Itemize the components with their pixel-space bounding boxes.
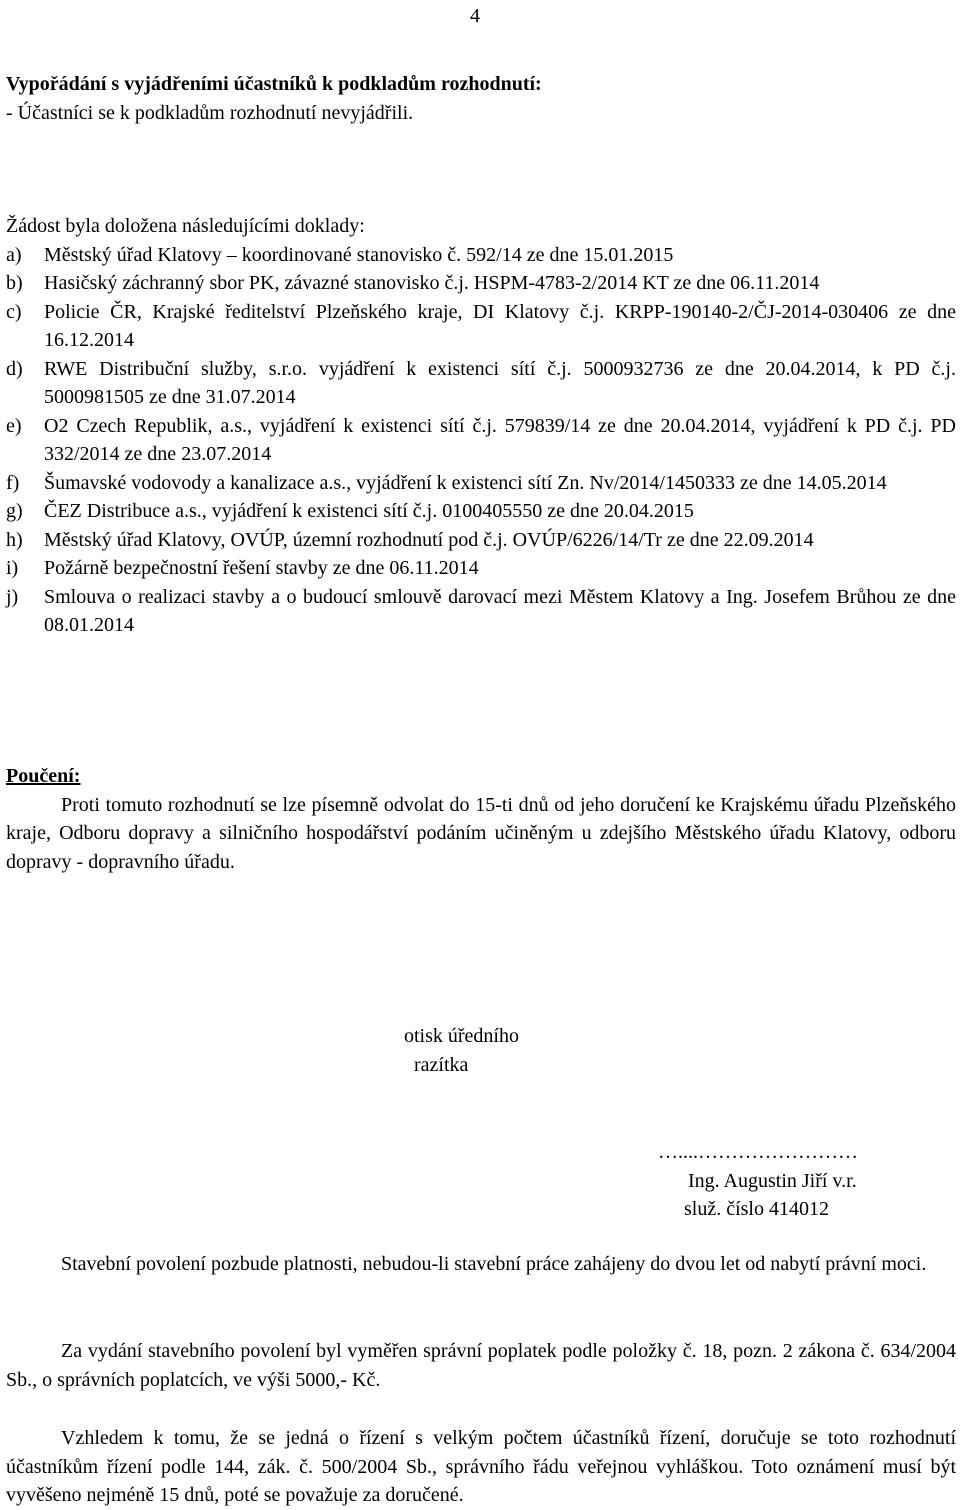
page-number: 4	[470, 5, 480, 27]
list-item	[6, 497, 956, 526]
list-item	[6, 241, 956, 270]
list-item	[6, 526, 956, 555]
list-item-text: ČEZ Distribuce a.s., vyjádření k existenci sítí č.j. 0100405550 ze dne 20.04.2015	[44, 500, 694, 522]
note-3	[6, 1424, 956, 1510]
list-item-label: j)	[6, 585, 19, 608]
participants-text: - Účastníci se k podkladům rozhodnutí nevyjádřili.	[6, 101, 414, 124]
list-item-text: Hasičský záchranný sbor PK, závazné stanovisko č.j. HSPM-4783-2/2014 KT ze dne 06.11.2014	[44, 272, 820, 294]
signature-block	[656, 1138, 858, 1224]
list-item-label: h)	[6, 528, 23, 551]
signatory-name: Ing. Augustin Jiří v.r.	[688, 1169, 857, 1192]
signatory-id: služ. číslo 414012	[684, 1198, 829, 1220]
list-item-text: Městský úřad Klatovy – koordinované stanovisko č. 592/14 ze dne 15.01.2015	[44, 243, 674, 266]
list-item	[6, 583, 956, 640]
list-item-text: Požárně bezpečnostní řešení stavby ze dne 06.11.2014	[44, 557, 479, 579]
note-1	[6, 1250, 956, 1279]
list-item-text: Šumavské vodovody a kanalizace a.s., vyjádření k existenci sítí Zn. Nv/2014/1450333 ze dne 14.05.2014	[44, 471, 887, 494]
list-item-text: Městský úřad Klatovy, OVÚP, územní rozhodnutí pod č.j. OVÚP/6226/14/Tr ze dne 22.09.2014	[44, 528, 814, 551]
instruction-heading: Poučení:	[6, 765, 81, 787]
list-item	[6, 412, 956, 469]
list-item-text: Policie ČR, Krajské ředitelství Plzeňského kraje, DI Klatovy č.j. KRPP-190140-2/ČJ-2014-030406 ze dne 16.12.2014	[44, 300, 956, 351]
list-item	[6, 355, 956, 412]
stamp-placeholder	[404, 1022, 519, 1079]
documents-section	[6, 212, 956, 640]
list-item	[6, 298, 956, 355]
instruction-section	[6, 762, 956, 876]
stamp-line-1: otisk úředního	[404, 1025, 519, 1047]
list-item-label: i)	[6, 557, 19, 579]
list-item-label: d)	[6, 357, 23, 380]
validity-note: Stavební povolení pozbude platnosti, nebudou-li stavební práce zahájeny do dvou let od nabytí právní moci.	[61, 1253, 927, 1275]
list-item-label: a)	[6, 243, 22, 266]
stamp-line-2: razítka	[414, 1053, 469, 1076]
instruction-text: Proti tomuto rozhodnutí se lze písemně odvolat do 15-ti dnů od jeho doručení ke Krajskému úřadu Plzeňského kraje, Odboru dopravy a silničního hospodářství podáním učiněným u zdejšího Městského úřadu Klatovy, odboru dopravy - dopravního úřadu.	[6, 793, 956, 873]
list-item	[6, 269, 956, 298]
signature-line: …....……………………	[658, 1141, 858, 1163]
note-2	[6, 1337, 956, 1394]
participants-section	[6, 70, 956, 127]
list-item-label: e)	[6, 414, 22, 437]
documents-list	[6, 241, 956, 640]
documents-intro: Žádost byla doložena následujícími doklady:	[6, 215, 365, 237]
delivery-note: Vzhledem k tomu, že se jedná o řízení s velkým počtem účastníků řízení, doručuje se toto rozhodnutí účastníkům řízení podle 144, zák. č. 500/2004 Sb., správního řádu veřejnou vyhláškou. Toto oznámení musí být vyvěšeno nejméně 15 dnů, poté se považuje za doručené.	[6, 1427, 956, 1506]
participants-heading: Vypořádání s vyjádřeními účastníků k podkladům rozhodnutí:	[6, 73, 542, 95]
list-item-label: b)	[6, 272, 23, 294]
list-item-label: f)	[6, 471, 20, 494]
list-item-text: O2 Czech Republik, a.s., vyjádření k existenci sítí č.j. 579839/14 ze dne 20.04.2014, vyjádření k PD č.j. PD 332/2014 ze dne 23.07.2014	[44, 414, 956, 465]
fee-note: Za vydání stavebního povolení byl vyměřen správní poplatek podle položky č. 18, pozn. 2 zákona č. 634/2004 Sb., o správních poplatcích, ve výši 5000,- Kč.	[6, 1340, 956, 1391]
list-item-label: c)	[6, 300, 22, 323]
list-item	[6, 469, 956, 498]
list-item-text: RWE Distribuční služby, s.r.o. vyjádření k existenci sítí č.j. 5000932736 ze dne 20.04.2014, k PD č.j. 5000981505 ze dne 31.07.2014	[44, 357, 956, 408]
list-item-text: Smlouva o realizaci stavby a o budoucí smlouvě darovací mezi Městem Klatovy a Ing. Josefem Brůhou ze dne 08.01.2014	[44, 585, 956, 636]
list-item-label: g)	[6, 500, 23, 522]
list-item	[6, 554, 956, 583]
